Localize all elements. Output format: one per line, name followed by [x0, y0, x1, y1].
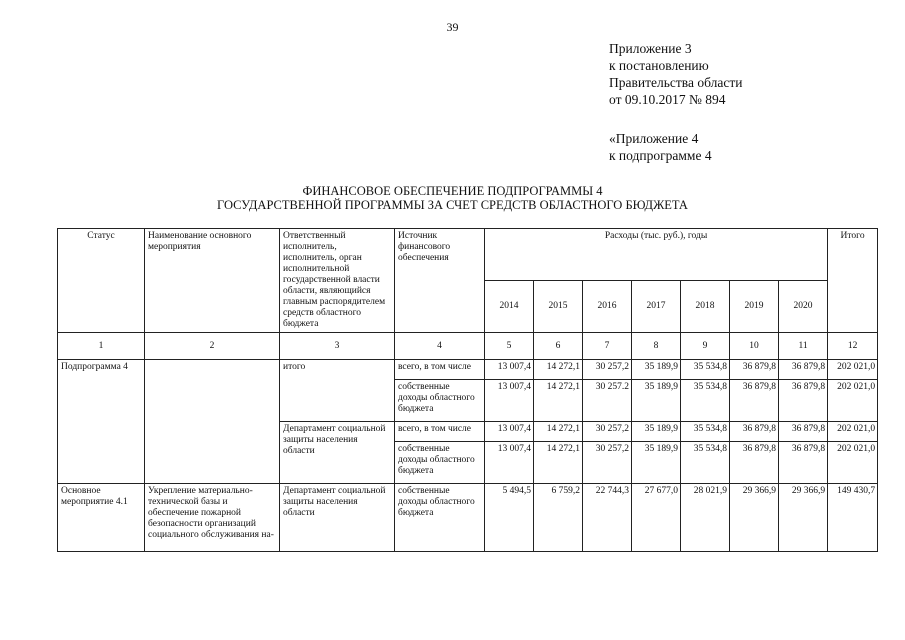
header-year: 2014: [485, 281, 534, 333]
total-cell: 149 430,7: [828, 484, 878, 552]
executor-cell: Департамент социальной защиты населения области: [280, 422, 395, 484]
column-number-row: [58, 333, 878, 360]
value-cell: 36 879,8: [779, 442, 828, 484]
value-cell: 35 189,9: [632, 360, 681, 380]
value-cell: 13 007,4: [485, 360, 534, 380]
column-number: 5: [485, 333, 534, 360]
table-row: [58, 360, 878, 380]
appendix-line: Правительства области: [609, 75, 743, 90]
executor-cell: итого: [280, 360, 395, 422]
value-cell: 36 879,8: [730, 442, 779, 484]
header-executor: Ответственный исполнитель, исполнитель, орган исполнительной государственной власти области, являющийся главным распорядителем средств областного бюджета: [280, 229, 395, 333]
value-cell: 14 272,1: [534, 442, 583, 484]
value-cell: 13 007,4: [485, 422, 534, 442]
value-cell: 35 534,8: [681, 422, 730, 442]
value-cell: 35 189,9: [632, 422, 681, 442]
document-title: [0, 184, 905, 212]
value-cell: 36 879,8: [730, 422, 779, 442]
appendix-line: Приложение 3: [609, 41, 692, 56]
value-cell: 22 744,3: [583, 484, 632, 552]
column-number: 9: [681, 333, 730, 360]
value-cell: 35 534,8: [681, 380, 730, 422]
value-cell: 13 007,4: [485, 380, 534, 422]
value-cell: 35 189,9: [632, 380, 681, 422]
source-cell: собственные доходы областного бюджета: [395, 484, 485, 552]
value-cell: 35 189,9: [632, 442, 681, 484]
title-line-1: ФИНАНСОВОЕ ОБЕСПЕЧЕНИЕ ПОДПРОГРАММЫ 4: [302, 184, 603, 198]
value-cell: 29 366,9: [730, 484, 779, 552]
column-number: 12: [828, 333, 878, 360]
header-activity: Наименование основного мероприятия: [145, 229, 280, 333]
total-cell: 202 021,0: [828, 442, 878, 484]
value-cell: 14 272,1: [534, 380, 583, 422]
value-cell: 27 677,0: [632, 484, 681, 552]
header-year: 2016: [583, 281, 632, 333]
status-cell: Основное мероприятие 4.1: [58, 484, 145, 552]
total-cell: 202 021,0: [828, 422, 878, 442]
appendix-line: «Приложение 4: [609, 131, 699, 146]
value-cell: 14 272,1: [534, 422, 583, 442]
column-number: 1: [58, 333, 145, 360]
value-cell: 30 257,2: [583, 360, 632, 380]
value-cell: 14 272,1: [534, 360, 583, 380]
value-cell: 6 759,2: [534, 484, 583, 552]
header-year: 2018: [681, 281, 730, 333]
value-cell: 28 021,9: [681, 484, 730, 552]
header-year: 2020: [779, 281, 828, 333]
executor-cell: Департамент социальной защиты населения области: [280, 484, 395, 552]
column-number: 7: [583, 333, 632, 360]
value-cell: 30 257,2: [583, 442, 632, 484]
value-cell: 29 366,9: [779, 484, 828, 552]
header-year: 2019: [730, 281, 779, 333]
source-cell: всего, в том числе: [395, 360, 485, 380]
appendix-header: [609, 40, 742, 108]
column-number: 2: [145, 333, 280, 360]
header-status: Статус: [58, 229, 145, 333]
activity-cell: Укрепление материально-технической базы и обеспечение пожарной безопасности организаций социального обслуживания на-: [145, 484, 280, 552]
total-cell: 202 021,0: [828, 380, 878, 422]
total-cell: 202 021,0: [828, 360, 878, 380]
value-cell: 36 879,8: [779, 360, 828, 380]
value-cell: 35 534,8: [681, 360, 730, 380]
column-number: 4: [395, 333, 485, 360]
value-cell: 36 879,8: [779, 422, 828, 442]
activity-cell: [145, 360, 280, 484]
table-row: [58, 484, 878, 552]
value-cell: 36 879,8: [779, 380, 828, 422]
source-cell: всего, в том числе: [395, 422, 485, 442]
header-year: 2017: [632, 281, 681, 333]
value-cell: 30 257,2: [583, 422, 632, 442]
value-cell: 30 257.2: [583, 380, 632, 422]
appendix-line: к подпрограмме 4: [609, 148, 712, 163]
value-cell: 36 879,8: [730, 360, 779, 380]
header-source: Источник финансового обеспечения: [395, 229, 485, 333]
financing-table: [57, 228, 878, 552]
column-number: 10: [730, 333, 779, 360]
header-total: Итого: [828, 229, 878, 333]
column-number: 11: [779, 333, 828, 360]
value-cell: 5 494,5: [485, 484, 534, 552]
column-number: 3: [280, 333, 395, 360]
header-year: 2015: [534, 281, 583, 333]
column-number: 8: [632, 333, 681, 360]
title-line-2: ГОСУДАРСТВЕННОЙ ПРОГРАММЫ ЗА СЧЕТ СРЕДСТВ ОБЛАСТНОГО БЮДЖЕТА: [217, 198, 688, 212]
column-number: 6: [534, 333, 583, 360]
page-number: 39: [446, 20, 459, 34]
header-expenses: Расходы (тыс. руб.), годы: [485, 229, 828, 281]
appendix-line: от 09.10.2017 № 894: [609, 92, 726, 107]
value-cell: 35 534,8: [681, 442, 730, 484]
value-cell: 36 879,8: [730, 380, 779, 422]
appendix-line: к постановлению: [609, 58, 709, 73]
status-cell: Подпрограмма 4: [58, 360, 145, 484]
value-cell: 13 007,4: [485, 442, 534, 484]
source-cell: собственные доходы областного бюджета: [395, 380, 485, 422]
source-cell: собственные доходы областного бюджета: [395, 442, 485, 484]
appendix-subheader: [609, 130, 712, 164]
